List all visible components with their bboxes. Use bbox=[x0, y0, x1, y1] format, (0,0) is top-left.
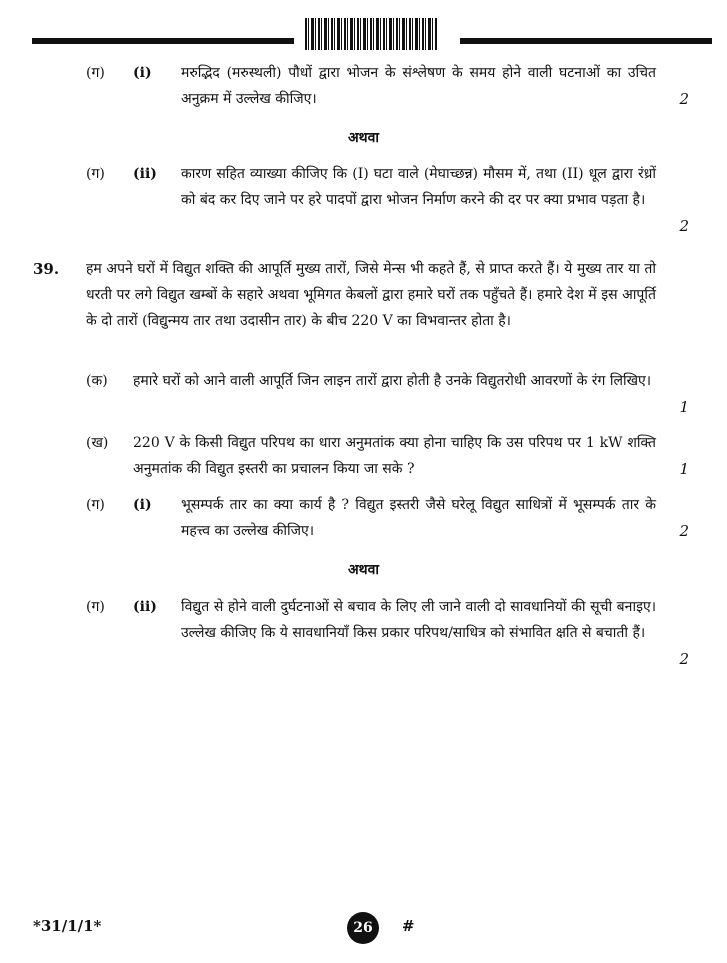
q38c-i-sub: (i) bbox=[133, 65, 152, 81]
q39c-ii-marks: 2 bbox=[679, 650, 689, 668]
q39a-text: हमारे घरों को आने वाली आपूर्ति जिन लाइन तारों द्वारा होती है उनके विद्युतरोधी आवरणों के रंग लिखिए। bbox=[133, 373, 652, 389]
q38c-i-marks: 2 bbox=[679, 90, 689, 108]
q39b-text: 220 V के किसी विद्युत परिपथ का धारा अनुमतांक क्या होना चाहिए कि उस परिपथ पर 1 kW शक्ति अनुमतांक की विद्युत इस्तरी का प्रचालन किया जा सके ? bbox=[133, 435, 656, 477]
q39c-i-marks: 2 bbox=[679, 522, 689, 540]
q38c-ii-sub: (ii) bbox=[133, 166, 157, 182]
q39c-i-label: (ग) bbox=[86, 497, 105, 513]
q39c-ii-text: विद्युत से होने वाली दुर्घटनाओं से बचाव के लिए ली जाने वाली दो सावधानियों की सूची बनाइए। उल्लेख कीजिए कि ये सावधानियाँ किस प्रकार परिपथ/साधित्र को संभावित क्षति से बचाती हैं। bbox=[181, 599, 656, 641]
header-rule-left bbox=[32, 38, 294, 44]
footer-hash: # bbox=[402, 917, 415, 935]
q39c-ii-sub: (ii) bbox=[133, 599, 157, 615]
barcode bbox=[305, 18, 437, 50]
q39c-i-text: भूसम्पर्क तार का क्या कार्य है ? विद्युत इस्तरी जैसे घरेलू विद्युत साधित्रों में भूसम्पर्क तार के महत्त्व का उल्लेख कीजिए। bbox=[181, 497, 656, 539]
header-rule-right bbox=[460, 38, 712, 44]
q39a-label: (क) bbox=[86, 373, 108, 389]
page-number: 26 bbox=[347, 912, 379, 944]
q39b-label: (ख) bbox=[86, 435, 109, 451]
q39a-marks: 1 bbox=[679, 398, 689, 416]
q39c-ii-label: (ग) bbox=[86, 599, 105, 615]
or-separator-2: अथवा bbox=[347, 562, 380, 578]
q39-intro: हम अपने घरों में विद्युत शक्ति की आपूर्ति मुख्य तारों, जिसे मेन्स भी कहते हैं, से प्राप्त करते हैं। ये मुख्य तार या तो धरती पर लगे विद्युत खम्बों के सहारे अथवा भूमिगत केबलों द्वारा हमारे घरों तक पहुँचते हैं। हमारे देश में इस आपूर्ति के दो तारों (विद्युन्मय तार तथा उदासीन तार) के बीच 220 V का विभवान्तर होता है। bbox=[86, 261, 656, 329]
paper-code: *31/1/1* bbox=[33, 917, 102, 935]
q38c-i-text: मरुद्भिद (मरुस्थली) पौधों द्वारा भोजन के संश्लेषण के समय होने वाली घटनाओं का उचित अनुक्रम में उल्लेख कीजिए। bbox=[181, 65, 656, 107]
q39-number: 39. bbox=[33, 260, 60, 278]
q39c-i-sub: (i) bbox=[133, 497, 152, 513]
q38c-ii-marks: 2 bbox=[679, 217, 689, 235]
q38c-ii-text: कारण सहित व्याख्या कीजिए कि (I) घटा वाले (मेघाच्छन्न) मौसम में, तथा (II) धूल द्वारा रंध्रों को बंद कर दिए जाने पर हरे पादपों द्वारा भोजन निर्माण करने की दर पर क्या प्रभाव पड़ता है। bbox=[181, 166, 656, 208]
q39b-marks: 1 bbox=[679, 460, 689, 478]
or-separator-1: अथवा bbox=[347, 130, 380, 146]
q38c-ii-label: (ग) bbox=[86, 166, 105, 182]
q38c-i-label: (ग) bbox=[86, 65, 105, 81]
